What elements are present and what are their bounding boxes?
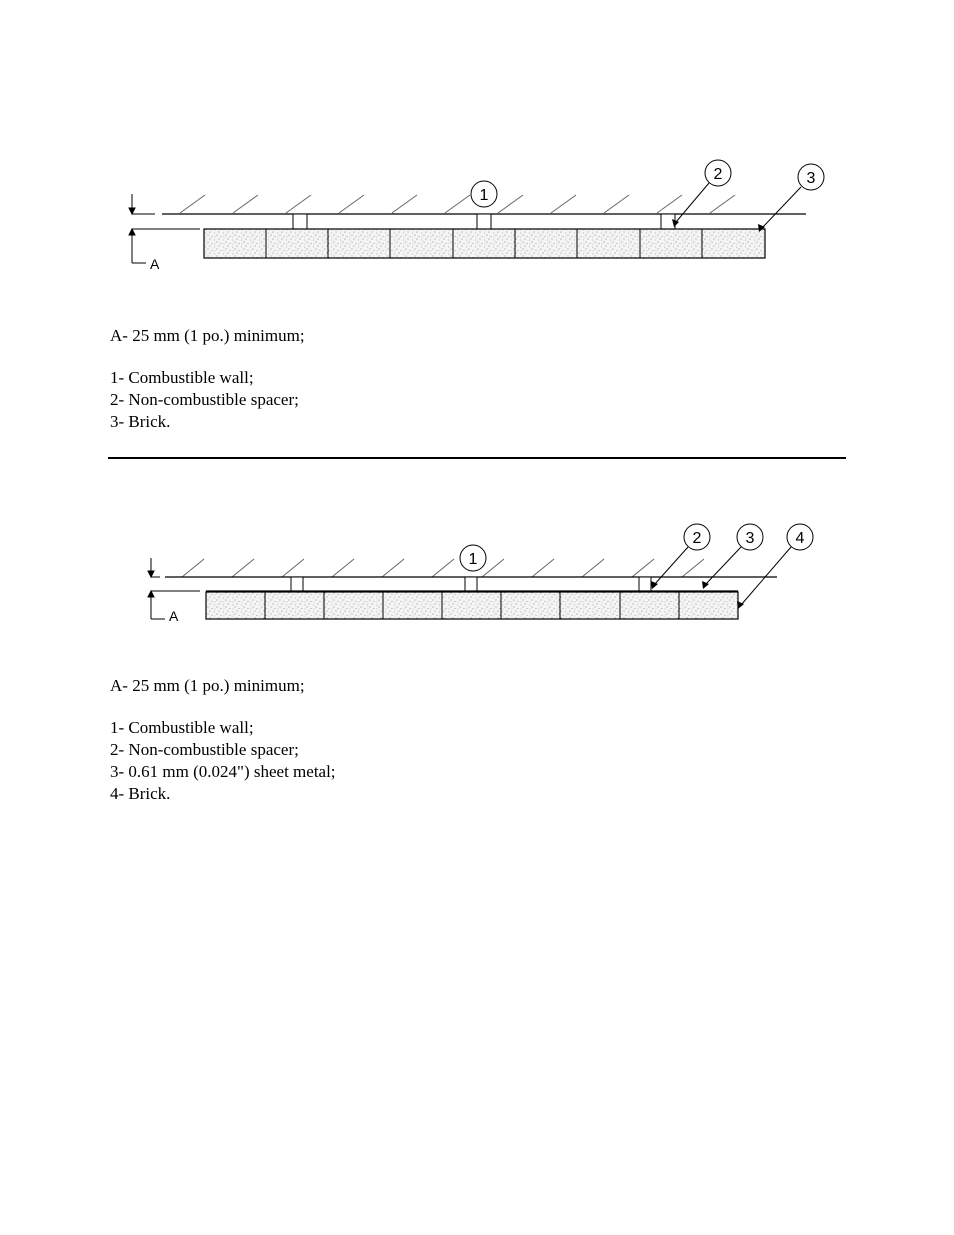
legend-item: 4- Brick. [110, 784, 171, 803]
non-combustible-spacers [293, 214, 675, 229]
legend-item: 2- Non-combustible spacer; [110, 740, 299, 759]
legend-item: 1- Combustible wall; [110, 718, 254, 737]
svg-text:3: 3 [745, 530, 755, 547]
legend-figure-1 [110, 325, 305, 433]
wall-hatching [180, 195, 735, 213]
wall-section-diagram-1 [0, 150, 954, 270]
wall-section-diagram-2 [0, 515, 954, 635]
legend-figure-2 [110, 675, 336, 805]
svg-text:4: 4 [795, 530, 805, 547]
svg-text:2: 2 [692, 530, 702, 547]
svg-text:1: 1 [479, 187, 489, 204]
dimension-a-label: A [169, 608, 179, 624]
callout-2 [651, 524, 710, 589]
brick-course [204, 229, 765, 258]
non-combustible-spacers [291, 577, 651, 591]
brick-course [206, 592, 738, 619]
legend-item: 1- Combustible wall; [110, 368, 254, 387]
wall-hatching [182, 559, 704, 577]
dimension-a [129, 194, 200, 263]
svg-text:1: 1 [468, 551, 478, 568]
dimension-a-label: A [150, 256, 160, 270]
dimension-note: A- 25 mm (1 po.) minimum; [110, 676, 305, 695]
legend-item: 3- Brick. [110, 412, 171, 431]
callout-3 [702, 524, 763, 589]
section-divider [108, 457, 846, 459]
legend-item: 2- Non-combustible spacer; [110, 390, 299, 409]
svg-text:2: 2 [713, 166, 723, 183]
svg-text:3: 3 [806, 170, 816, 187]
callout-3 [758, 164, 824, 232]
callout-1 [471, 181, 497, 207]
dimension-note: A- 25 mm (1 po.) minimum; [110, 326, 305, 345]
legend-item: 3- 0.61 mm (0.024") sheet metal; [110, 762, 336, 781]
callout-2 [672, 160, 731, 227]
callout-1 [460, 545, 486, 571]
